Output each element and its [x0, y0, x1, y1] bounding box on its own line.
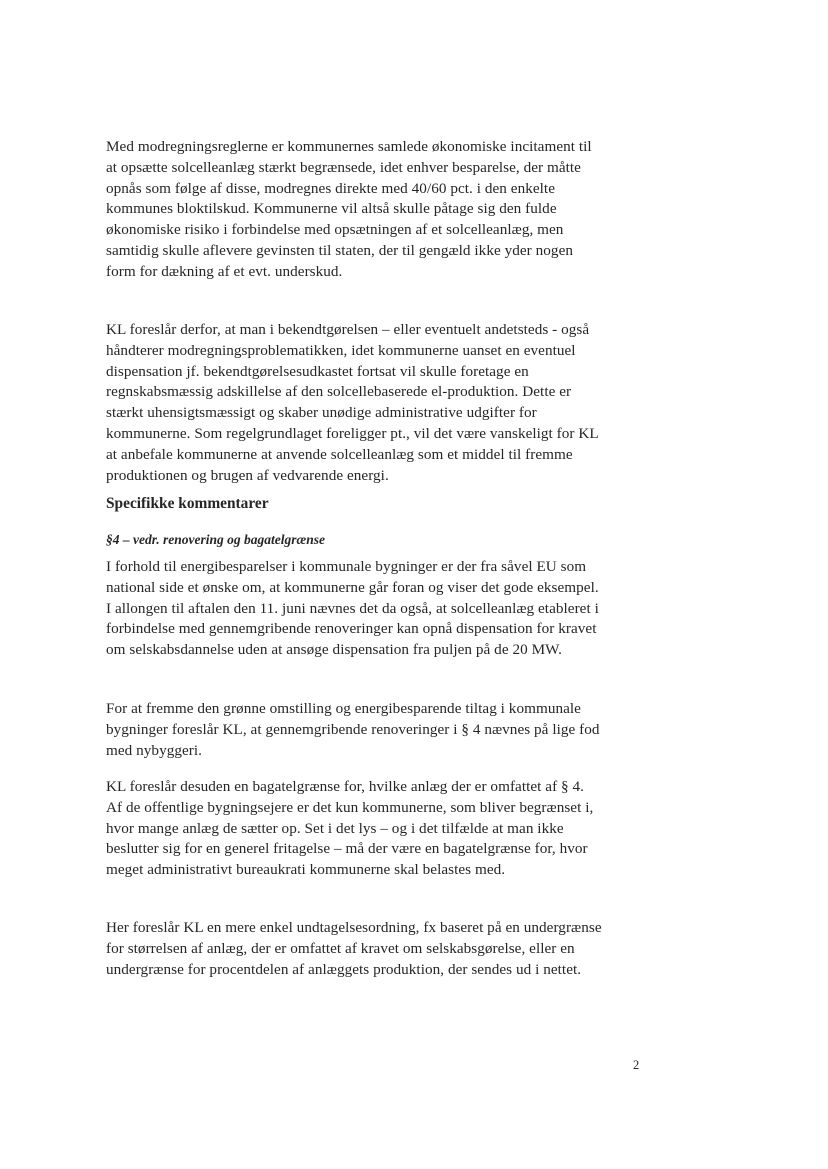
- paragraph-undtagelsesordning: Her foreslår KL en mere enkel undtagelsesordning, fx baseret på en undergrænse for størrelsen af anlæg, der er omfattet af kravet om selskabsgørelse, eller en undergrænse for procentdelen af anlæggets produktion, der sendes ud i nettet.: [106, 919, 602, 978]
- paragraph-bagatelgraense: KL foreslår desuden en bagatelgrænse for, hvilke anlæg der er omfattet af § 4. Af de offentlige bygningsejere er det kun kommunerne, som bliver begrænset i, hvor mange anlæg de sætter op. Set i det lys – og i det tilfælde at man ikke beslutter sig for en generel fritagelse – må der være en bagatelgrænse for, hvor meget administrativt bureaukrati kommunerne skal belastes med.: [106, 778, 594, 879]
- paragraph-modregning: Med modregningsreglerne er kommunernes samlede økonomiske incitament til at opsætte solcelleanlæg stærkt begrænsede, idet enhver besparelse, der måtte opnås som følge af disse, modregnes direkte med 40/60 pct. i den enkelte kommunes bloktilskud. Kommunerne vil altså skulle påtage sig den fulde økonomiske risiko i forbindelse med opsætningen af et solcelleanlæg, men samtidig skulle aflevere gevinsten til staten, der til gengæld ikke yder nogen form for dækning af et evt. underskud.: [106, 138, 592, 280]
- paragraph-kl-forslag: KL foreslår derfor, at man i bekendtgørelsen – eller eventuelt andetsteds - også håndterer modregningsproblematikken, idet kommunerne uanset en eventuel dispensation jf. bekendtgørelsesudkastet fortsat vil skulle foretage en regnskabsmæssig adskillelse af den solcellebaserede el-produktion. Dette er stærkt uhensigtsmæssigt og skaber unødige administrative udgifter for kommunerne. Som regelgrundlaget foreligger pt., vil det være vanskeligt for KL at anbefale kommunerne at anvende solcelleanlæg som et middel til fremme produktionen og brugen af vedvarende energi.: [106, 321, 599, 484]
- section-subheading: §4 – vedr. renovering og bagatelgrænse: [106, 532, 325, 547]
- paragraph-energibesparelser: I forhold til energibesparelser i kommunale bygninger er der fra såvel EU som national side et ønske om, at kommunerne går foran og viser det gode eksempel. I allongen til aftalen den 11. juni nævnes det da også, at solcelleanlæg etableret i forbindelse med gennemgribende renoveringer kan opnå dispensation for kravet om selskabsdannelse uden at ansøge dispensation fra puljen på de 20 MW.: [106, 558, 599, 659]
- page-number: 2: [633, 1058, 640, 1072]
- section-heading: Specifikke kommentarer: [106, 495, 269, 512]
- paragraph-groen-omstilling: For at fremme den grønne omstilling og energibesparende tiltag i kommunale bygninger foreslår KL, at gennemgribende renoveringer i § 4 nævnes på lige fod med nybyggeri.: [106, 700, 600, 759]
